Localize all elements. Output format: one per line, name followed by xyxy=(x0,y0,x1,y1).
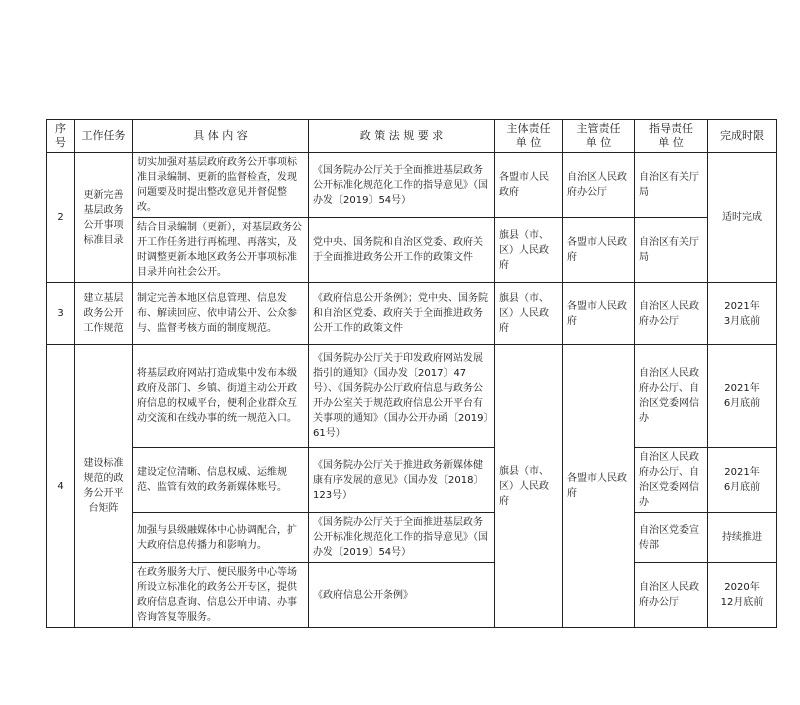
deadline: 持续推进 xyxy=(708,513,777,563)
table-row xyxy=(47,448,777,513)
policy-requirement: 《政府信息公开条例》 xyxy=(309,563,495,628)
table-row xyxy=(47,345,777,448)
header-cell: 序号 xyxy=(47,120,75,153)
guiding-unit: 自治区人民政府办公厅 xyxy=(635,563,708,628)
guiding-unit: 自治区党委宣传部 xyxy=(635,513,708,563)
deadline: 2020年 12月底前 xyxy=(708,563,777,628)
main-responsible-unit: 旗县（市、区）人民政府 xyxy=(495,218,563,283)
row-number: 2 xyxy=(47,153,75,283)
work-task: 建立基层政务公开工作规范 xyxy=(75,283,133,345)
policy-requirement: 《国务院办公厅关于推进政务新媒体健康有序发展的意见》（国办发〔2018〕123号） xyxy=(309,448,495,513)
header-cell: 工作任务 xyxy=(75,120,133,153)
main-responsible-unit: 旗县（市、区）人民政府 xyxy=(495,345,563,628)
header-cell: 指导责任 单 位 xyxy=(635,120,708,153)
policy-requirement: 党中央、国务院和自治区党委、政府关于全面推进政务公开工作的政策文件 xyxy=(309,218,495,283)
row-number: 4 xyxy=(47,345,75,628)
supervising-unit: 各盟市人民政府 xyxy=(563,283,635,345)
table-row xyxy=(47,563,777,628)
policy-task-table xyxy=(46,119,777,628)
policy-requirement: 《国务院办公厅关于印发政府网站发展指引的通知》（国办发〔2017〕47号）、《国务院办公厅政府信息与政务公开办公室关于规范政府信息公开平台有关事项的通知》（国办公开办函〔2019〕61号） xyxy=(309,345,495,448)
deadline: 2021年 3月底前 xyxy=(708,283,777,345)
header-cell: 具 体 内 容 xyxy=(133,120,309,153)
policy-requirement: 《政府信息公开条例》；党中央、国务院和自治区党委、政府关于全面推进政务公开工作的政策文件 xyxy=(309,283,495,345)
table-header-row xyxy=(47,120,777,153)
deadline: 适时完成 xyxy=(708,153,777,283)
guiding-unit: 自治区有关厅局 xyxy=(635,218,708,283)
guiding-unit: 自治区人民政府办公厅 xyxy=(635,283,708,345)
task-content: 制定完善本地区信息管理、信息发布、解读回应、依申请公开、公众参与、监督考核方面的制度规范。 xyxy=(133,283,309,345)
supervising-unit: 各盟市人民政府 xyxy=(563,218,635,283)
task-content: 建设定位清晰、信息权威、运维规范、监管有效的政务新媒体账号。 xyxy=(133,448,309,513)
policy-requirement: 《国务院办公厅关于全面推进基层政务公开标准化规范化工作的指导意见》（国办发〔2019〕54号） xyxy=(309,513,495,563)
header-cell: 完成时限 xyxy=(708,120,777,153)
work-task: 建设标准规范的政务公开平台矩阵 xyxy=(75,345,133,628)
table-row xyxy=(47,283,777,345)
task-content: 切实加强对基层政府政务公开事项标准目录编制、更新的监督检查，发现问题要及时提出整改意见并督促整改。 xyxy=(133,153,309,218)
task-content: 结合目录编制（更新），对基层政务公开工作任务进行再梳理、再落实，及时调整更新本地区政务公开事项标准目录并向社会公开。 xyxy=(133,218,309,283)
task-content: 加强与县级融媒体中心协调配合，扩大政府信息传播力和影响力。 xyxy=(133,513,309,563)
supervising-unit: 自治区人民政府办公厅 xyxy=(563,153,635,218)
guiding-unit: 自治区人民政府办公厅、自治区党委网信办 xyxy=(635,448,708,513)
supervising-unit: 各盟市人民政府 xyxy=(563,345,635,628)
deadline: 2021年 6月底前 xyxy=(708,345,777,448)
table-row xyxy=(47,153,777,218)
table-row xyxy=(47,513,777,563)
table-row xyxy=(47,218,777,283)
task-content: 将基层政府网站打造成集中发布本级政府及部门、乡镇、街道主动公开政府信息的权威平台，便利企业群众互动交流和在线办事的统一规范入口。 xyxy=(133,345,309,448)
header-cell: 主体责任 单 位 xyxy=(495,120,563,153)
header-cell: 主管责任 单 位 xyxy=(563,120,635,153)
deadline: 2021年 6月底前 xyxy=(708,448,777,513)
task-content: 在政务服务大厅、便民服务中心等场所设立标准化的政务公开专区，提供政府信息查询、信息公开申请、办事咨询答复等服务。 xyxy=(133,563,309,628)
guiding-unit: 自治区人民政府办公厅、自治区党委网信办 xyxy=(635,345,708,448)
policy-requirement: 《国务院办公厅关于全面推进基层政务公开标准化规范化工作的指导意见》（国办发〔2019〕54号） xyxy=(309,153,495,218)
guiding-unit: 自治区有关厅局 xyxy=(635,153,708,218)
main-responsible-unit: 旗县（市、区）人民政府 xyxy=(495,283,563,345)
header-cell: 政 策 法 规 要 求 xyxy=(309,120,495,153)
row-number: 3 xyxy=(47,283,75,345)
work-task: 更新完善基层政务公开事项标准目录 xyxy=(75,153,133,283)
main-responsible-unit: 各盟市人民政府 xyxy=(495,153,563,218)
